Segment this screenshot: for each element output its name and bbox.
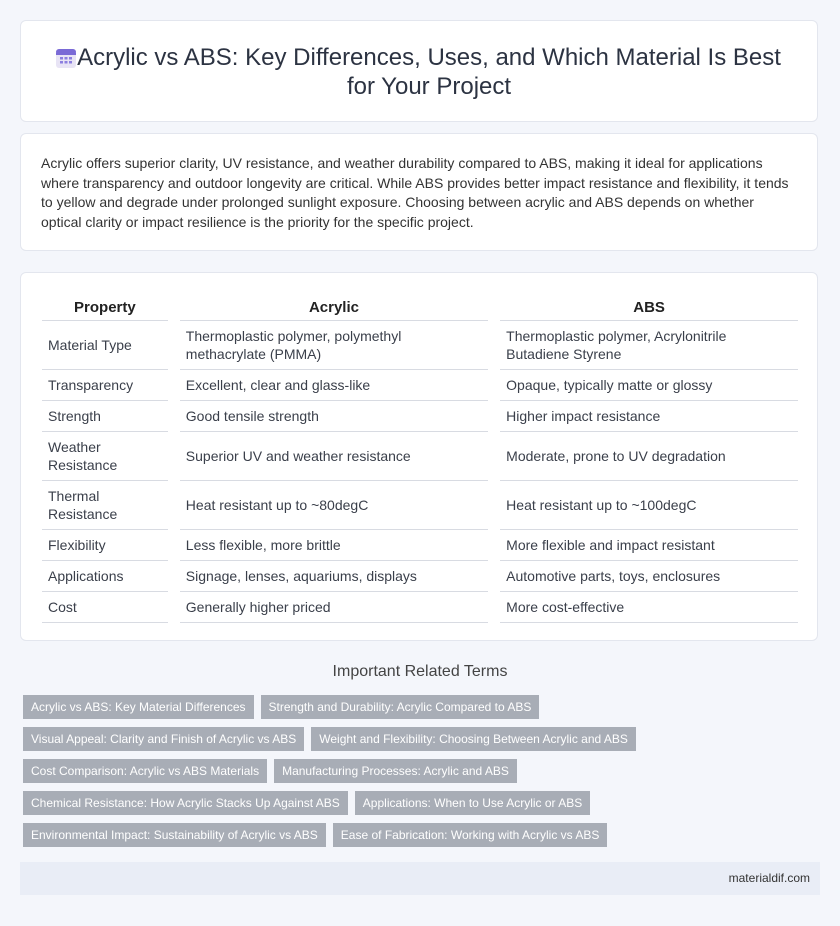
cell-property: Cost	[42, 592, 168, 623]
related-term-tag[interactable]: Strength and Durability: Acrylic Compared to ABS	[261, 695, 540, 719]
related-term-tag[interactable]: Ease of Fabrication: Working with Acrylic vs ABS	[333, 823, 608, 847]
cell-acrylic: Superior UV and weather resistance	[180, 432, 488, 481]
table-header-row	[42, 295, 798, 321]
table-row	[42, 561, 798, 592]
cell-abs: More flexible and impact resistant	[500, 530, 798, 561]
related-terms-row	[23, 791, 823, 815]
cell-property: Strength	[42, 401, 168, 432]
cell-property: Thermal Resistance	[42, 481, 168, 530]
cell-acrylic: Generally higher priced	[180, 592, 488, 623]
cell-abs: More cost-effective	[500, 592, 798, 623]
title-card	[20, 20, 818, 122]
comparison-table-card	[20, 272, 818, 641]
page-title: Acrylic vs ABS: Key Differences, Uses, and Which Material Is Best for Your Project	[77, 44, 781, 100]
related-term-tag[interactable]: Visual Appeal: Clarity and Finish of Acrylic vs ABS	[23, 727, 304, 751]
footer-site[interactable]: materialdif.com	[728, 871, 810, 885]
comparison-table	[42, 295, 798, 623]
related-term-tag[interactable]: Applications: When to Use Acrylic or ABS	[355, 791, 590, 815]
related-term-tag[interactable]: Cost Comparison: Acrylic vs ABS Materials	[23, 759, 267, 783]
cell-acrylic: Good tensile strength	[180, 401, 488, 432]
cell-acrylic: Heat resistant up to ~80degC	[180, 481, 488, 530]
table-row	[42, 370, 798, 401]
table-row	[42, 592, 798, 623]
related-terms-row	[23, 695, 823, 719]
header-abs: ABS	[500, 295, 798, 321]
related-term-tag[interactable]: Weight and Flexibility: Choosing Between Acrylic and ABS	[311, 727, 636, 751]
table-row	[42, 321, 798, 370]
cell-property: Weather Resistance	[42, 432, 168, 481]
related-term-tag[interactable]: Environmental Impact: Sustainability of Acrylic vs ABS	[23, 823, 326, 847]
related-terms-row	[23, 823, 823, 847]
cell-abs: Automotive parts, toys, enclosures	[500, 561, 798, 592]
table-row	[42, 481, 798, 530]
related-term-tag[interactable]: Manufacturing Processes: Acrylic and ABS	[274, 759, 517, 783]
cell-abs: Opaque, typically matte or glossy	[500, 370, 798, 401]
related-term-tag[interactable]: Acrylic vs ABS: Key Material Differences	[23, 695, 254, 719]
cell-acrylic: Less flexible, more brittle	[180, 530, 488, 561]
related-term-tag[interactable]: Chemical Resistance: How Acrylic Stacks Up Against ABS	[23, 791, 348, 815]
cell-property: Applications	[42, 561, 168, 592]
cell-acrylic: Thermoplastic polymer, polymethyl methacrylate (PMMA)	[180, 321, 488, 370]
table-row	[42, 432, 798, 481]
cell-abs: Heat resistant up to ~100degC	[500, 481, 798, 530]
cell-property: Flexibility	[42, 530, 168, 561]
cell-acrylic: Signage, lenses, aquariums, displays	[180, 561, 488, 592]
summary-text: Acrylic offers superior clarity, UV resistance, and weather durability compared to ABS, making it ideal for applications where transparency and outdoor longevity are critical. While ABS provides better impact resistance and flexibility, it tends to yellow and degrade under prolonged sunlight exposure. Choosing between acrylic and ABS depends on whether optical clarity or impact resilience is the priority for the specific project.	[41, 155, 789, 230]
header-property: Property	[42, 295, 168, 321]
cell-property: Material Type	[42, 321, 168, 370]
related-terms-row	[23, 727, 823, 751]
header-acrylic: Acrylic	[180, 295, 488, 321]
related-terms-list	[23, 695, 823, 855]
table-row	[42, 401, 798, 432]
related-terms-row	[23, 759, 823, 783]
summary-card	[20, 133, 818, 251]
cell-acrylic: Excellent, clear and glass-like	[180, 370, 488, 401]
cell-abs: Moderate, prone to UV degradation	[500, 432, 798, 481]
cell-property: Transparency	[42, 370, 168, 401]
related-terms-title: Important Related Terms	[332, 663, 508, 680]
footer	[20, 862, 820, 895]
cell-abs: Higher impact resistance	[500, 401, 798, 432]
cell-abs: Thermoplastic polymer, Acrylonitrile Butadiene Styrene	[500, 321, 798, 370]
table-row	[42, 530, 798, 561]
